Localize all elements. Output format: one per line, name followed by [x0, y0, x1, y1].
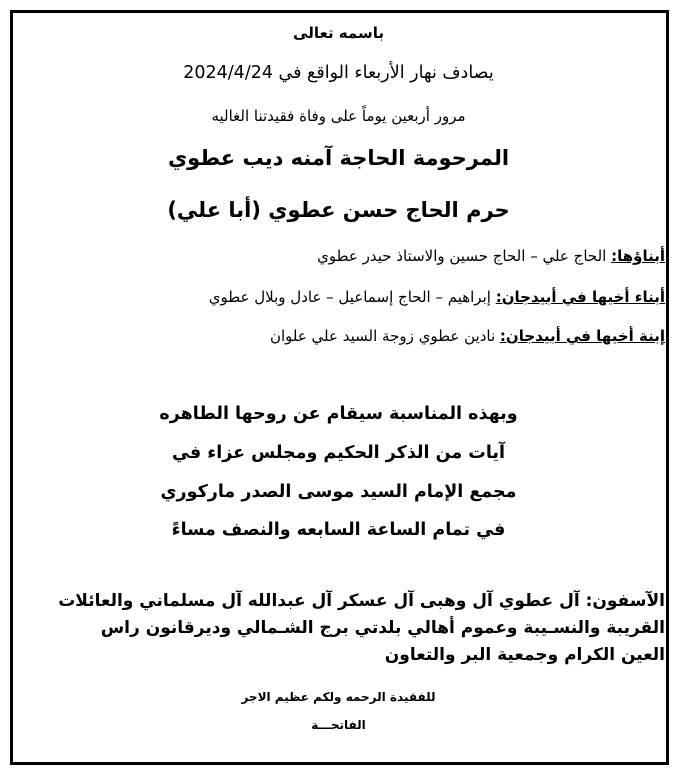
occasion-line: مرور أربعين يوماً على وفاة فقيدتنا الغاليه [211, 107, 466, 125]
mourners-paragraph [55, 588, 665, 669]
heading: باسمه تعالى [293, 24, 384, 42]
mourners-text: آل عطوي آل وهبى آل عسكر آل عبدالله آل مسلماني والعائلات القريبة والنسـيبة وعموم أهالي بلدتي برج الشـمالي وديرقانون راس العين الكرام وجمعية البر والتعاون [58, 591, 665, 665]
ceremony-line-3: مجمع الإمام السيد موسى الصدر ماركوري [160, 482, 517, 502]
date-line: يصادف نهار الأربعاء الواقع في 2024/4/24 [183, 63, 494, 83]
relatives-niece [270, 327, 665, 345]
relatives-nephews [209, 288, 665, 306]
mourners-label: الآسفون: [585, 591, 665, 611]
closing-line: للفقيدة الرحمه ولكم عظيم الاجر [241, 690, 436, 704]
relatives-sons [317, 247, 665, 265]
relatives-nephews-names: إبراهيم – الحاج إسماعيل – عادل وبلال عطوي [208, 288, 491, 306]
relatives-sons-names: الحاج علي – الحاج حسين والاستاذ حيدر عطوي [317, 247, 607, 265]
deceased-name: المرحومة الحاجة آمنه ديب عطوي [167, 146, 510, 170]
ceremony-line-2: آيات من الذكر الحكيم ومجلس عزاء في [172, 443, 505, 463]
relatives-niece-label: إبنة أخيها في أبيدجان: [499, 327, 665, 345]
relatives-nephews-label: أبناء أخيها في أبيدجان: [495, 288, 665, 306]
fatiha: الفاتحـــة [311, 718, 366, 732]
ceremony-line-1: وبهذه المناسبة سيقام عن روحها الطاهره [159, 404, 518, 424]
spouse-line: حرم الحاج حسن عطوي (أبا علي) [167, 198, 510, 222]
relatives-niece-names: نادين عطوي زوجة السيد علي علوان [269, 327, 496, 345]
relatives-sons-label: أبناؤها: [611, 247, 665, 265]
ceremony-line-4: في تمام الساعة السابعه والنصف مساءً [171, 520, 506, 540]
